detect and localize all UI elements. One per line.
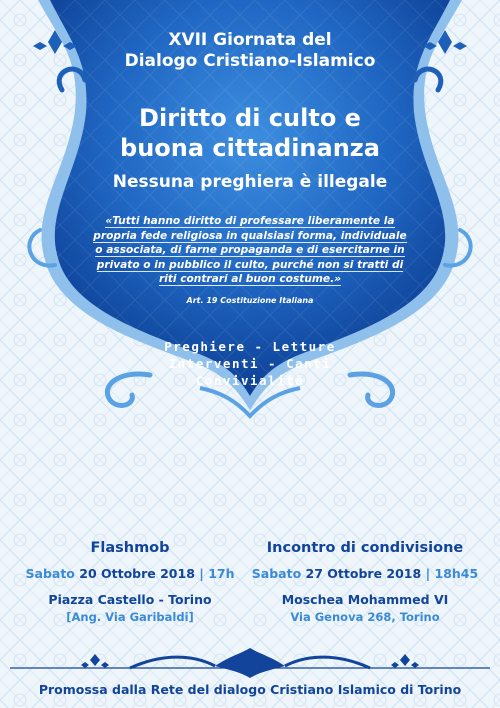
main-title-line1: Diritto di culto e xyxy=(139,104,361,132)
event-time: 17h xyxy=(208,566,235,581)
quote-line: propria fede religiosa in qualsiasi forma, individuale xyxy=(93,229,407,242)
event-separator: | xyxy=(199,566,204,581)
event-day: Sabato xyxy=(25,566,75,581)
activities-line1: Preghiere - Letture xyxy=(164,339,336,354)
event-separator: | xyxy=(425,566,431,581)
event-date-value: 20 Ottobre 2018 xyxy=(79,566,195,581)
event-place: Moschea Mohammed VI xyxy=(281,592,449,607)
activities-line3: Convivialità xyxy=(195,373,305,388)
event-place-detail: Via Genova 268, Torino xyxy=(290,610,440,624)
constitution-quote xyxy=(90,214,410,287)
quote-line: riti contrari al buon costume.» xyxy=(158,273,342,286)
event-place: Piazza Castello - Torino xyxy=(48,592,212,607)
quote-line: «Tutti hanno diritto di professare liberamente la xyxy=(105,215,395,227)
main-title xyxy=(0,103,500,163)
quote-line: privato o in pubblico il culto, purché non si tratti di xyxy=(96,258,404,271)
main-title-line2: buona cittadinanza xyxy=(120,134,380,162)
event-date-value: 27 Ottobre 2018 xyxy=(305,566,422,581)
quote-reference: Art. 19 Costituzione Italiana xyxy=(186,296,314,305)
footer-ornament xyxy=(0,640,500,680)
event-date xyxy=(250,566,480,581)
event-day: Sabato xyxy=(251,566,302,581)
subtitle: Nessuna preghiera è illegale xyxy=(112,172,388,192)
event-edition-line1: XVII Giornata del xyxy=(168,30,332,50)
event-date xyxy=(15,566,245,581)
event-edition-title xyxy=(0,30,500,72)
event-name: Flashmob xyxy=(90,540,170,556)
event-edition-line2: Dialogo Cristiano-Islamico xyxy=(124,51,376,71)
event-name: Incontro di condivisione xyxy=(266,540,464,556)
quote-line: o associata, di farne propaganda e di esercitarne in xyxy=(95,244,405,257)
event-time: 18h45 xyxy=(434,566,479,581)
footer-promoter: Promossa dalla Rete del dialogo Cristiano Islamico di Torino xyxy=(38,682,462,697)
activities-list xyxy=(0,338,500,389)
activities-line2: Interventi - Canti xyxy=(168,356,332,371)
event-place-detail: [Ang. Via Garibaldi] xyxy=(66,610,194,624)
